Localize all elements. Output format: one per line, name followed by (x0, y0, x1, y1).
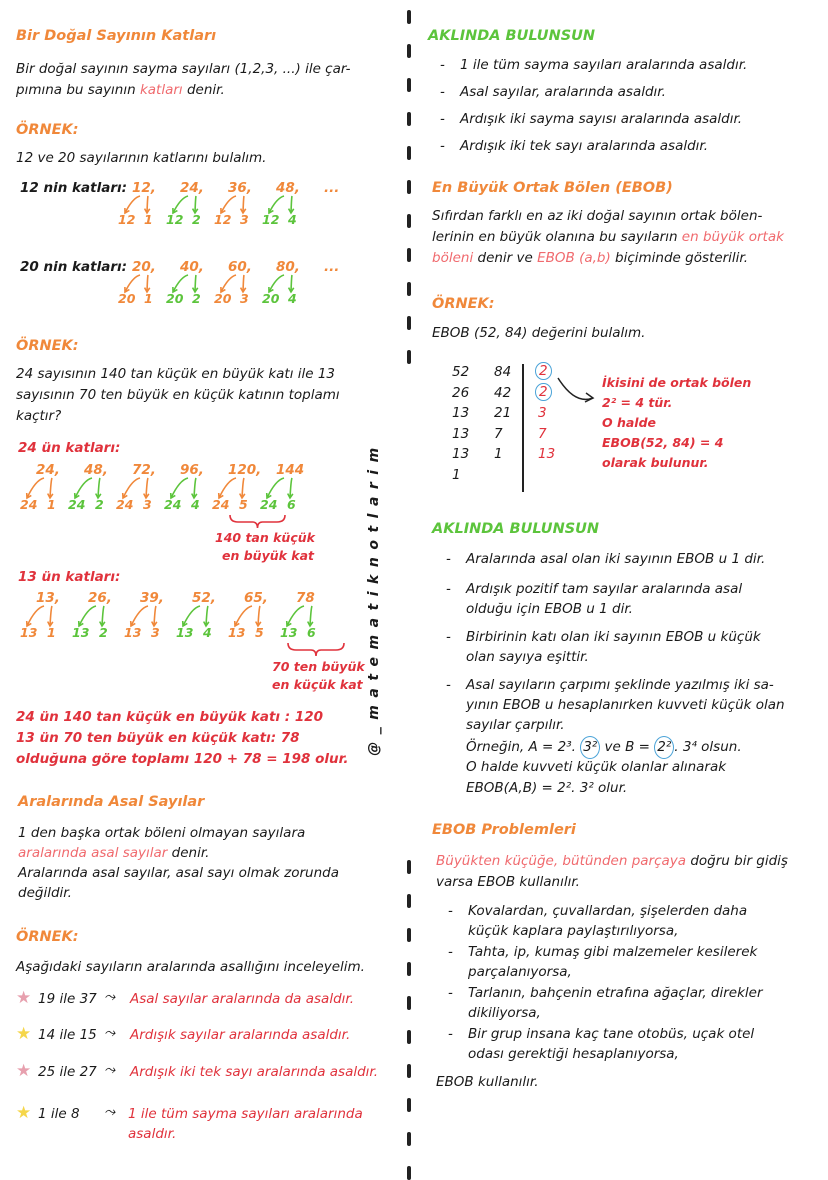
m20-pair-factor: 4 (288, 291, 297, 306)
asal-line3: Aralarında asal sayılar, asal sayı olmak zorunda (18, 865, 340, 881)
m13-pair-base: 13 (280, 625, 298, 640)
m24-pair-base: 24 (68, 497, 86, 512)
div-note-4: EBOB(52, 84) = 4 (602, 435, 724, 450)
m13-pair-factor: 5 (255, 625, 264, 640)
ornek2-label: ÖRNEK: (16, 338, 79, 354)
star-icon: ★ (16, 1061, 32, 1081)
divider-dash (407, 146, 411, 160)
ebob-def-line3: böleni denir ve EBOB (a,b) biçiminde gösterilir. (432, 250, 749, 266)
bullet-dash: - (448, 903, 453, 919)
m13-value: 52, (192, 590, 216, 606)
ornek2-q1: 24 sayısının 140 tan küçük en büyük katı ile 13 (16, 366, 336, 382)
div-col3-value: 13 (538, 446, 556, 462)
m20-value: ... (324, 259, 340, 275)
m24-arrow-base (171, 478, 188, 498)
bullet-dash: - (446, 629, 451, 645)
hook-arrow-icon: ⤳ (104, 1025, 116, 1041)
m12-value: 36, (228, 180, 252, 196)
asal-example-pair: 19 ile 37 (38, 991, 97, 1007)
m20-value: 20, (132, 259, 156, 275)
divider-dash (407, 180, 411, 194)
div-col3-value: 3 (538, 405, 547, 421)
hook-arrow-icon: ⤳ (104, 1104, 116, 1120)
m24-value: 24, (36, 462, 60, 478)
m24-pair-base: 24 (260, 497, 278, 512)
m13-pair-base: 13 (124, 625, 142, 640)
m12-label: 12 nin katları: (20, 180, 127, 196)
div-col1-value: 1 (452, 466, 461, 483)
m24-pair-factor: 6 (287, 497, 296, 512)
m24-pair-factor: 2 (95, 497, 104, 512)
m13-arrow-base (287, 606, 304, 626)
m24-brace (230, 515, 285, 528)
aklinda2-title: AKLINDA BULUNSUN (432, 521, 600, 537)
m24-pair-factor: 1 (47, 497, 56, 512)
divider-dash (407, 860, 411, 874)
divider-dash (407, 10, 411, 24)
m24-arrow-base (123, 478, 140, 498)
m20-arrow-base (125, 275, 140, 292)
aklinda2-item-line: Asal sayıların çarpımı şeklinde yazılmış iki sa- (466, 677, 774, 693)
m20-value: 80, (276, 259, 300, 275)
ornek2-q2: sayısının 70 ten büyük en küçük katının toplamı (16, 387, 340, 403)
katlar-def-line1: Bir doğal sayının sayma sayıları (1,2,3, ...) ile çar- (16, 61, 351, 77)
note-arrow-head (585, 393, 593, 402)
m24-arrow-base (75, 478, 92, 498)
m12-pair-factor: 2 (192, 212, 201, 227)
div-note-2: 2² = 4 tür. (602, 395, 673, 410)
div-col2-value: 7 (494, 425, 503, 442)
div-col2-value: 21 (494, 405, 512, 421)
asal-example-note: Ardışık sayılar aralarında asaldır. (130, 1027, 351, 1043)
m24-pair-factor: 3 (143, 497, 152, 512)
m24-value: 120, (228, 462, 262, 478)
prob-item-line: Tahta, ip, kumaş gibi malzemeler kesilerek (468, 944, 758, 960)
m24-pair-factor: 5 (239, 497, 248, 512)
asal-example-pair: 1 ile 8 (38, 1106, 80, 1122)
divider-dash (407, 962, 411, 976)
m20-pair-factor: 2 (192, 291, 201, 306)
m20-label: 20 nin katları: (20, 259, 127, 275)
div-col3-value: 2 (535, 383, 552, 401)
m24-value: 48, (84, 462, 108, 478)
m24-value: 144 (276, 462, 305, 478)
m20-value: 60, (228, 259, 252, 275)
divider-dash (407, 112, 411, 126)
div-col3-value: 2 (535, 362, 552, 380)
katlar-title: Bir Doğal Sayının Katları (16, 28, 217, 44)
bullet-dash: - (440, 84, 445, 100)
m13-pair-factor: 1 (47, 625, 56, 640)
prob-outro: EBOB kullanılır. (436, 1074, 539, 1090)
m24-pair-factor: 4 (191, 497, 200, 512)
result-line2: 13 ün 70 ten büyük en küçük katı: 78 (16, 730, 300, 746)
aklinda2-item-line: olan sayıya eşittir. (466, 649, 589, 665)
bullet-dash: - (448, 944, 453, 960)
prob-intro-line2: varsa EBOB kullanılır. (436, 874, 580, 890)
divider-dash (407, 350, 411, 364)
div-note-5: olarak bulunur. (602, 455, 709, 470)
m24-value: 72, (132, 462, 156, 478)
m13-note-2: en küçük kat (272, 677, 363, 692)
divider-dash (407, 78, 411, 92)
prob-item-line: Tarlanın, bahçenin etrafına ağaçlar, direkler (468, 985, 763, 1001)
aklinda2-item-line: Birbirinin katı olan iki sayının EBOB u küçük (466, 629, 761, 645)
divider-dash (407, 1166, 411, 1180)
prob-item-line: küçük kaplara paylaştırılıyorsa, (468, 923, 679, 939)
divider-dash (407, 214, 411, 228)
div-note-3: O halde (602, 415, 657, 430)
m24-arrow-base (267, 478, 284, 498)
m13-value: 13, (36, 590, 60, 606)
div-col1-value: 13 (452, 446, 470, 462)
aklinda2-item-line: sayılar çarpılır. (466, 717, 565, 733)
divider-dash (407, 248, 411, 262)
aklinda1-item: Ardışık iki sayma sayısı aralarında asaldır. (460, 111, 743, 127)
aklinda2-item-line: olduğu için EBOB u 1 dir. (466, 601, 633, 617)
m20-pair-base: 20 (262, 291, 280, 306)
m12-value: 48, (276, 180, 300, 196)
divider-dash (407, 1030, 411, 1044)
m12-value: 12, (132, 180, 156, 196)
m13-pair-factor: 6 (307, 625, 316, 640)
div-col2-value: 42 (494, 384, 512, 401)
bullet-dash: - (440, 57, 445, 73)
m13-value: 39, (140, 590, 164, 606)
m12-arrow-base (269, 196, 284, 213)
m24-arrow-base (219, 478, 236, 498)
div-col1-value: 13 (452, 425, 470, 442)
asal-line4: değildir. (18, 885, 72, 901)
note-arrow (558, 378, 593, 399)
m13-pair-base: 13 (20, 625, 38, 640)
m12-value: ... (324, 180, 340, 196)
m20-value: 40, (180, 259, 204, 275)
prob-item-line: odası gerektiği hesaplanıyorsa, (468, 1046, 679, 1062)
prob-item-line: Kovalardan, çuvallardan, şişelerden daha (468, 903, 748, 919)
m13-value: 26, (88, 590, 112, 606)
m13-value: 78 (296, 590, 315, 606)
bullet-dash: - (448, 985, 453, 1001)
m20-pair-base: 20 (166, 291, 184, 306)
star-icon: ★ (16, 1024, 32, 1044)
m13-pair-factor: 4 (203, 625, 212, 640)
divider-dash (407, 1064, 411, 1078)
divider-dash (407, 44, 411, 58)
m13-pair-base: 13 (72, 625, 90, 640)
m12-pair-base: 12 (262, 212, 280, 227)
m13-pair-factor: 3 (151, 625, 160, 640)
m13-pair-base: 13 (176, 625, 194, 640)
divider-dash (407, 282, 411, 296)
m24-value: 96, (180, 462, 204, 478)
aklinda2-example-line3: EBOB(A,B) = 2². 3² olur. (466, 780, 628, 796)
result-line1: 24 ün 140 tan küçük en büyük katı : 120 (16, 709, 324, 725)
aklinda2-item-line: Ardışık pozitif tam sayılar aralarında asal (466, 581, 743, 597)
divider-dash (407, 1132, 411, 1146)
m24-pair-base: 24 (20, 497, 38, 512)
divider-dash (407, 928, 411, 942)
m13-pair-base: 13 (228, 625, 246, 640)
prob-title: EBOB Problemleri (432, 822, 576, 838)
aklinda2-example-line2: O halde kuvveti küçük olanlar alınarak (466, 759, 727, 775)
bullet-dash: - (446, 677, 451, 693)
asal-example-note: Asal sayılar aralarında da asaldır. (130, 991, 354, 1007)
m12-pair-factor: 3 (240, 212, 249, 227)
div-col1-value: 13 (452, 405, 470, 421)
m20-pair-base: 20 (214, 291, 232, 306)
div-col1-value: 26 (452, 384, 470, 401)
div-note-1: İkisini de ortak bölen (602, 375, 752, 390)
asal-example-note: 1 ile tüm sayma sayıları aralarında (128, 1106, 363, 1122)
m13-label: 13 ün katları: (18, 569, 121, 585)
aklinda1-title: AKLINDA BULUNSUN (428, 28, 596, 44)
m24-note-2: en büyük kat (222, 548, 315, 563)
aklinda1-item: Ardışık iki tek sayı aralarında asaldır. (460, 138, 709, 154)
m13-arrow-base (27, 606, 44, 626)
divider-dash (407, 1098, 411, 1112)
result-line3: olduğuna göre toplamı 120 + 78 = 198 olur. (16, 751, 349, 767)
m12-value: 24, (180, 180, 204, 196)
prob-intro-line1: Büyükten küçüğe, bütünden parçaya doğru bir gidiş (436, 853, 788, 869)
bullet-dash: - (446, 551, 451, 567)
bullet-dash: - (440, 111, 445, 127)
ornek4-label: ÖRNEK: (432, 296, 495, 312)
ebob-title: En Büyük Ortak Bölen (EBOB) (432, 180, 673, 196)
star-icon: ★ (16, 1103, 32, 1123)
m20-pair-factor: 3 (240, 291, 249, 306)
m20-arrow-base (269, 275, 284, 292)
m13-note-1: 70 ten büyük (272, 659, 365, 674)
m24-note-1: 140 tan küçük (215, 530, 315, 545)
m12-pair-base: 12 (118, 212, 136, 227)
asal-example-last-line2: asaldır. (128, 1126, 177, 1142)
aklinda2-example-line1: Örneğin, A = 2³. 3² ve B = 2² . 3⁴ olsun. (466, 736, 742, 759)
aklinda1-item: Asal sayılar, aralarında asaldır. (460, 84, 666, 100)
div-col3-value: 7 (538, 425, 547, 442)
ebob-def-line1: Sıfırdan farklı en az iki doğal sayının ortak bölen- (432, 208, 763, 224)
division-line (522, 364, 524, 492)
m24-arrow-base (27, 478, 44, 498)
aklinda2-item-line: yının EBOB u hesaplanırken kuvveti küçük olan (466, 697, 785, 713)
m12-arrow-base (173, 196, 188, 213)
m13-brace (288, 643, 344, 656)
prob-item-line: dikiliyorsa, (468, 1005, 541, 1021)
m20-pair-factor: 1 (144, 291, 153, 306)
m13-value: 65, (244, 590, 268, 606)
aklinda2-item-line: Aralarında asal olan iki sayının EBOB u 1 dir. (466, 551, 766, 567)
div-col1-value: 52 (452, 364, 470, 380)
ornek4-text: EBOB (52, 84) değerini bulalım. (432, 325, 646, 341)
divider-dash (407, 316, 411, 330)
ornek3-text: Aşağıdaki sayıların aralarında asallığını inceleyelim. (16, 959, 365, 975)
m13-arrow-base (235, 606, 252, 626)
m24-pair-base: 24 (212, 497, 230, 512)
aklinda1-item: 1 ile tüm sayma sayıları aralarında asaldır. (460, 57, 748, 73)
m12-pair-base: 12 (166, 212, 184, 227)
m20-arrow-base (221, 275, 236, 292)
star-icon: ★ (16, 988, 32, 1008)
m24-pair-base: 24 (116, 497, 134, 512)
m20-arrow-base (173, 275, 188, 292)
asal-example-pair: 14 ile 15 (38, 1027, 97, 1043)
m20-pair-base: 20 (118, 291, 136, 306)
m12-arrow-base (221, 196, 236, 213)
divider-dash (407, 996, 411, 1010)
bullet-dash: - (440, 138, 445, 154)
katlar-def-line2: pımına bu sayının katları denir. (16, 82, 225, 98)
asal-title: Aralarında Asal Sayılar (18, 794, 205, 810)
hook-arrow-icon: ⤳ (104, 989, 116, 1005)
m13-arrow-base (183, 606, 200, 626)
asal-line1: 1 den başka ortak böleni olmayan sayılara (18, 825, 306, 841)
ornek3-label: ÖRNEK: (16, 929, 79, 945)
ornek1-text: 12 ve 20 sayılarının katlarını bulalım. (16, 150, 267, 166)
div-col2-value: 1 (494, 446, 503, 462)
ebob-def-line2: lerinin en büyük olanına bu sayıların en büyük ortak (432, 229, 784, 245)
m12-pair-factor: 1 (144, 212, 153, 227)
m12-arrow-base (125, 196, 140, 213)
m24-pair-base: 24 (164, 497, 182, 512)
bullet-dash: - (448, 1026, 453, 1042)
asal-example-pair: 25 ile 27 (38, 1064, 97, 1080)
m13-arrow-base (79, 606, 96, 626)
m12-pair-factor: 4 (288, 212, 297, 227)
m13-pair-factor: 2 (99, 625, 108, 640)
div-col2-value: 84 (494, 364, 512, 380)
m24-label: 24 ün katları: (18, 440, 121, 456)
hook-arrow-icon: ⤳ (104, 1062, 116, 1078)
asal-line2: aralarında asal sayılar denir. (18, 845, 210, 861)
m12-pair-base: 12 (214, 212, 232, 227)
watermark: @_matematiknotlarim (366, 440, 382, 756)
ornek2-q3: kaçtır? (16, 408, 62, 424)
bullet-dash: - (446, 581, 451, 597)
asal-example-note: Ardışık iki tek sayı aralarında asaldır. (130, 1064, 379, 1080)
prob-item-line: parçalanıyorsa, (468, 964, 572, 980)
prob-item-line: Bir grup insana kaç tane otobüs, uçak otel (468, 1026, 755, 1042)
divider-dash (407, 894, 411, 908)
m13-arrow-base (131, 606, 148, 626)
ornek1-label: ÖRNEK: (16, 122, 79, 138)
